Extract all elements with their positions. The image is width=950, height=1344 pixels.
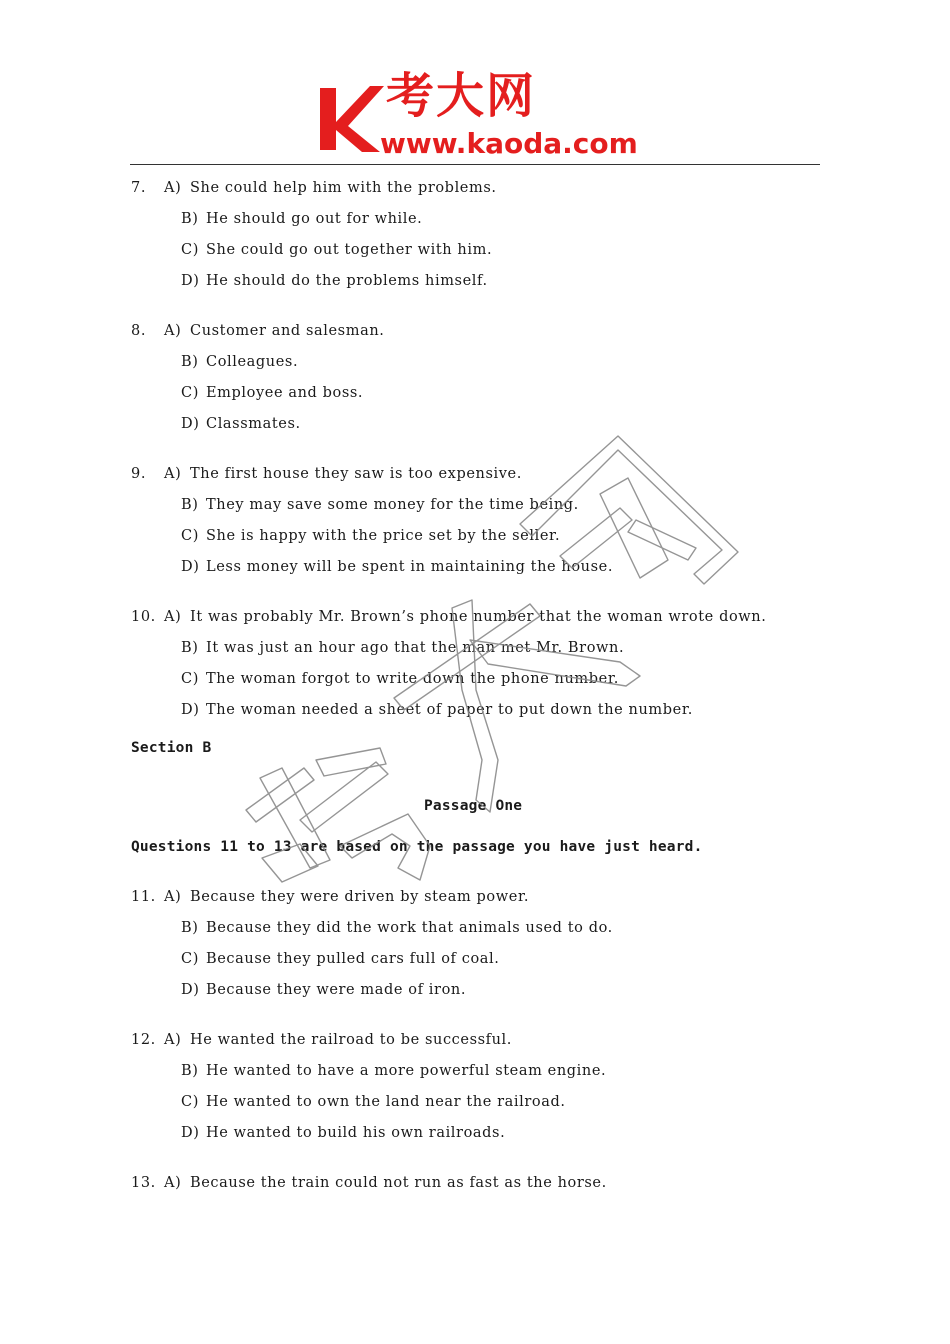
option-label: C): [181, 385, 199, 401]
section-title: Section B: [131, 740, 212, 756]
option-text: The woman forgot to write down the phone number.: [206, 671, 619, 687]
option-text: He wanted to have a more powerful steam engine.: [206, 1063, 607, 1079]
option-label: B): [181, 354, 199, 370]
question-number: 7.: [131, 180, 147, 196]
option-text: He should go out for while.: [206, 211, 423, 227]
k-logo-icon: [318, 78, 388, 158]
question-number: 8.: [131, 323, 147, 339]
option-text: Less money will be spent in maintaining the house.: [206, 559, 614, 575]
option-label: B): [181, 640, 199, 656]
option-label: D): [181, 416, 200, 432]
option-label: D): [181, 982, 200, 998]
option-text: Because they pulled cars full of coal.: [206, 951, 500, 967]
option-text: She could help him with the problems.: [190, 180, 497, 196]
option-text: Colleagues.: [206, 354, 299, 370]
logo-chinese-text: 考大网: [386, 68, 537, 124]
logo-url-text: www.kaoda.com: [380, 127, 638, 160]
question-number: 12.: [131, 1032, 156, 1048]
option-label: B): [181, 497, 199, 513]
option-text: She could go out together with him.: [206, 242, 493, 258]
option-text: He wanted to build his own railroads.: [206, 1125, 506, 1141]
option-label: A): [164, 1032, 182, 1048]
option-text: He wanted the railroad to be successful.: [190, 1032, 513, 1048]
option-text: They may save some money for the time being.: [206, 497, 579, 513]
option-text: It was probably Mr. Brown’s phone number that the woman wrote down.: [190, 609, 767, 625]
option-label: C): [181, 671, 199, 687]
option-text: Because the train could not run as fast as the horse.: [190, 1175, 607, 1191]
option-text: Because they were made of iron.: [206, 982, 467, 998]
option-label: A): [164, 609, 182, 625]
option-text: He should do the problems himself.: [206, 273, 488, 289]
option-text: The woman needed a sheet of paper to put down the number.: [206, 702, 693, 718]
option-label: C): [181, 242, 199, 258]
option-text: He wanted to own the land near the railroad.: [206, 1094, 566, 1110]
option-label: C): [181, 1094, 199, 1110]
option-text: She is happy with the price set by the seller.: [206, 528, 561, 544]
question-number: 9.: [131, 466, 147, 482]
option-label: A): [164, 889, 182, 905]
header-divider: [130, 164, 820, 165]
question-number: 13.: [131, 1175, 156, 1191]
option-text: Employee and boss.: [206, 385, 364, 401]
option-label: A): [164, 323, 182, 339]
option-text: Because they were driven by steam power.: [190, 889, 530, 905]
option-label: A): [164, 180, 182, 196]
option-text: It was just an hour ago that the man met Mr. Brown.: [206, 640, 625, 656]
option-label: D): [181, 702, 200, 718]
option-text: Classmates.: [206, 416, 301, 432]
question-number: 11.: [131, 889, 156, 905]
option-text: The first house they saw is too expensive.: [190, 466, 522, 482]
option-label: B): [181, 211, 199, 227]
option-label: B): [181, 1063, 199, 1079]
passage-title: Passage One: [424, 798, 523, 814]
option-text: Because they did the work that animals used to do.: [206, 920, 613, 936]
option-label: C): [181, 528, 199, 544]
kaoda-logo: [318, 68, 648, 162]
option-label: A): [164, 466, 182, 482]
option-label: C): [181, 951, 199, 967]
option-text: Customer and salesman.: [190, 323, 385, 339]
option-label: D): [181, 559, 200, 575]
option-label: B): [181, 920, 199, 936]
option-label: D): [181, 273, 200, 289]
option-label: D): [181, 1125, 200, 1141]
question-number: 10.: [131, 609, 156, 625]
option-label: A): [164, 1175, 182, 1191]
section-instruction: Questions 11 to 13 are based on the passage you have just heard.: [131, 839, 703, 855]
